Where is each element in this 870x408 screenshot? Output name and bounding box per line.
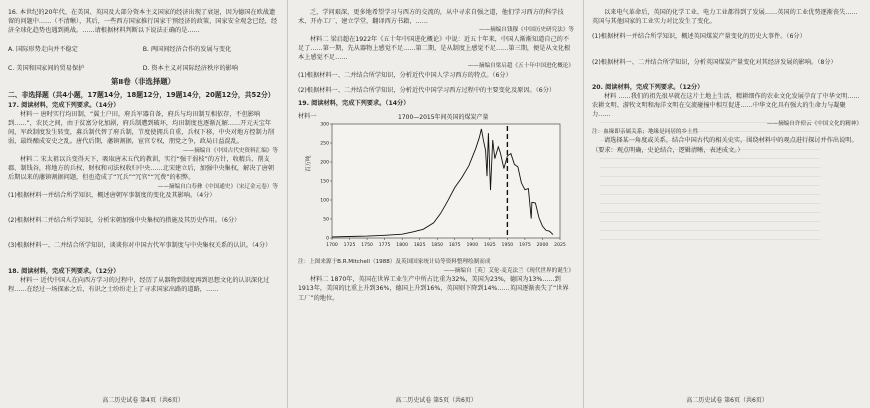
y-tick-label: 200 — [320, 161, 329, 167]
q17-heading: 17. 阅读材料，完成下列要求。（14分） — [8, 101, 120, 109]
page-4-footer: 高二历史试卷 第4页（共6页） — [102, 397, 184, 404]
q17-material-1-source: ——摘编自《中国古代史资料汇编》等 — [182, 147, 278, 154]
section-2-subtitle: 二、非选择题（共4小题，17题14分，18题12分，19题14分，20题12分，共52分） — [8, 90, 275, 99]
y-tick-label: 50 — [323, 218, 329, 224]
plot-frame — [332, 124, 560, 238]
x-tick-label: 1750 — [361, 243, 373, 249]
page-6-footer: 高二历史试卷 第6页（共6页） — [686, 397, 768, 404]
y-tick-label: 0 — [326, 237, 329, 243]
page-5-footer: 高二历史试卷 第5页（共6页） — [395, 397, 477, 404]
x-tick-label: 1800 — [396, 243, 409, 249]
x-tick-label: 1950 — [501, 243, 514, 249]
q17-question-2: (2)根据材料二并结合所学知识，分析宋朝加强中央集权的措施及其历史作用。（6分） — [8, 217, 241, 225]
q19-heading: 19. 阅读材料，完成下列要求。（14分） — [298, 100, 410, 108]
x-tick-label: 2025 — [554, 243, 566, 249]
q16-option-b: B. 两国间经济合作的发展与变化 — [142, 45, 232, 53]
material-1-label: 材料一 — [298, 113, 317, 121]
q19-question-1: (1)根据材料一并结合所学知识，概述英国煤炭产量变化的历史大事件。（6分） — [592, 33, 806, 41]
section-2-title: 第Ⅱ卷（非选择题） — [111, 76, 175, 86]
chart-caption: 注：上图来源于B.R.Mitchell（1988）及英国国家统计局等资料整理绘制而成 — [298, 259, 491, 266]
q18-question-1: (1)根据材料一、二并结合所学知识，分析近代中国人学习西方的特点。（6分） — [298, 71, 512, 79]
q17-question-3: (3)根据材料一、二并结合所学知识，谈谈你对中国古代军事制度与中央集权关系的认识。（4分） — [8, 242, 272, 250]
x-tick-label: 1825 — [413, 243, 426, 249]
q20-prompt: 请选择某一角度或关系，结合中国古代的相关史实，围绕材料中的观点进行探讨并作出说明。（要求：观点明确，史论结合，逻辑清晰，表述成文。） — [592, 137, 858, 154]
q16-options — [8, 36, 278, 74]
y-axis-label: 百万吨 — [306, 155, 312, 173]
x-tick-label: 1700 — [326, 243, 338, 249]
q18-material-2: 材料二 梁启超在1922年《五十年中国进化概论》中说：近五十年来，中国人渐渐知道自己的不足了……第一期，先从器物上感觉不足……第二期，是从制度上感觉不足……第三期，便是从文化根本上感觉不足…… — [298, 35, 571, 62]
x-tick-label: 1850 — [431, 243, 444, 249]
bleed-through-texture — [600, 120, 820, 240]
x-tick-label: 1775 — [378, 243, 391, 249]
q17-question-1: (1)根据材料一并结合所学知识，概述唐朝军事制度的变化及其影响。（4分） — [8, 192, 216, 200]
y-tick-label: 250 — [320, 142, 329, 148]
chart-title: 1700—2015年间英国的煤炭产量 — [398, 114, 489, 122]
q20-note: 注：血缘即亲属关系；地缘是同居的乡土性 — [592, 129, 699, 136]
q16-option-d: D. 资本主义对国际经济秩序的影响 — [142, 64, 239, 72]
x-tick-label: 1925 — [483, 243, 496, 249]
chart-svg — [298, 110, 574, 258]
q18-material-2-source: ——摘编自梁启超《五十年中国进化概论》 — [467, 63, 574, 70]
x-tick-label: 1975 — [519, 243, 531, 249]
x-tick-label: 1900 — [466, 243, 479, 249]
chart-caption-source: ——摘编自［英］艾伦·麦克法兰《现代世界的诞生》 — [443, 267, 574, 274]
x-tick-label: 1725 — [343, 243, 356, 249]
q18-material-1-continued: 乏，学问艰深，更多地希望学习与西方的交流的，从中寻求自强之道，他们学习西方的科学技术，开办工厂，建立学堂，翻译西方书籍，…… — [298, 9, 564, 26]
q19-question-2: (2)根据材料一、二并结合所学知识，分析英国煤炭产量变化对其经济发展的影响。（8分） — [592, 58, 837, 66]
q20-material: 材料 ……我们的祖先很早就在这片土地上生活，精耕细作的农业文化发展孕育了中华文明……农耕文明、游牧文明和海洋文明在交流碰撞中相互促进……中华文化具有强大的生命力与凝聚力…… — [592, 93, 860, 119]
q20-source: ——摘编自许倬云《中国文化的精神》 — [766, 120, 862, 127]
q18-heading: 18. 阅读材料，完成下列要求。（12分） — [8, 267, 120, 275]
q16-option-a: A. 国际形势走向并不稳定 — [8, 45, 78, 53]
page-4 — [8, 0, 278, 408]
q17-material-2-source: ——摘编自白寿彝《中国通史》（宋辽金元卷）等 — [157, 183, 278, 190]
y-tick-label: 100 — [320, 199, 329, 205]
q20-heading: 20. 阅读材料，完成下列要求。（12分） — [592, 83, 704, 91]
coal-output-chart — [298, 110, 574, 258]
x-tick-label: 1875 — [448, 243, 461, 249]
y-tick-label: 150 — [320, 180, 329, 186]
q19-material-2: 材料二 1870年，英国在世界工业生产中所占比重为32%，美国为23%，德国为13%……到1913年，美国的比重上升到36%，德国上升到16%，英国则下降到14%……英国逐渐丧失了“世界工厂”的地位。 — [298, 276, 569, 302]
q16-text: 16. 本世纪的20年代、在美国、英国及大部分资本主义国家的经济出现了衰退，因为德国在欧战遗留的问题中……（不清晰），其后，一些西方国家推行国家干预经济的政策，国家安全观念已经，经济全球化趋势也遇到挑战。……请根据材料判断以下说法正确的是…… — [8, 9, 278, 35]
q17-material-2: 材料二 宋太祖以兵变得天下，吸取唐末五代的教训，实行“强干弱枝”的方针，收精兵、削支郡、制钱谷，将地方的兵权、财权和司法权收归中央……北宋建立后，加强中央集权，解决了唐朝后期以来的藩镇割据问题，但也造成了“冗兵”“冗官”“冗费”的积弊。 — [8, 156, 275, 182]
q16-option-c: C. 美国和国家间的贸易保护 — [8, 64, 85, 72]
page-5 — [298, 0, 574, 408]
y-tick-label: 300 — [320, 123, 329, 129]
x-tick-label: 2000 — [536, 243, 549, 249]
q17-material-1: 材料一 唐时实行均田制，“翼土户田，府兵军器自备，府兵与均田制互相依存，不但影响到……”，农民之间，由于贫富分化加剧，府兵制遭到破坏，均田制度也逐渐瓦解……开元天宝年间，军政制度发生转变，募兵制代替了府兵制，节度使拥兵自重，兵权下移，中央对地方控制力削弱，最终酿成安史之乱。唐代后期，藩镇割据，宦官专权，朋党之争，政局日益混乱。 — [8, 110, 275, 146]
q19-material-2-continued: 以来电气革命后，英国的化学工业、电力工业都得到了发展……英国的工业优势逐渐丧失……英国与其他国家的工业实力对比发生了变化。 — [592, 9, 858, 26]
column-divider — [583, 0, 584, 408]
column-divider — [287, 0, 288, 408]
q18-material-1: 材料一 近代中国人在向西方学习的过程中，经历了从器物到制度再到思想文化的认识深化过程……在经过一场探索之后，有识之士纷纷走上了寻求国家出路的道路，…… — [8, 276, 270, 294]
q18-material-1-source: ——摘编自钱穆《中国历史研究法》等 — [478, 27, 574, 34]
q18-question-2: (2)根据材料一、二并结合所学知识，分析近代中国学习西方过程中的主要变化及原因。（6分） — [298, 87, 556, 95]
